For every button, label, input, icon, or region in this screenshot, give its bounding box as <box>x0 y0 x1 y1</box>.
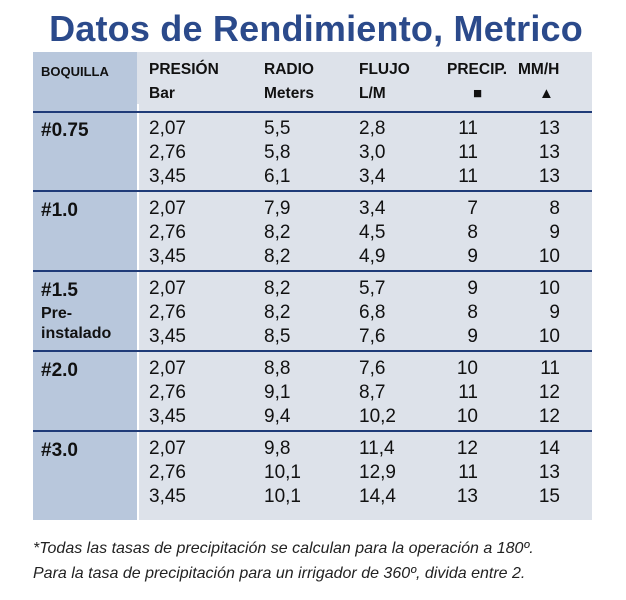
footnote-line-2: Para la tasa de precipitación para un irrigador de 360º, divida entre 2. <box>33 565 526 582</box>
cell-presion: 2,07 <box>149 118 186 139</box>
cell-flujo: 8,7 <box>359 382 386 403</box>
cell-precip-triangle: 11 <box>540 358 560 379</box>
nozzle-sublabel: Pre- instalado <box>41 305 112 342</box>
cell-radio: 8,5 <box>264 326 291 347</box>
cell-presion: 2,07 <box>149 438 186 459</box>
cell-flujo: 4,9 <box>359 246 386 267</box>
cell-presion: 2,07 <box>149 198 186 219</box>
header-radio: RADIO <box>264 61 314 78</box>
cell-precip-square: 7 <box>467 198 478 219</box>
cell-presion: 2,76 <box>149 462 186 483</box>
cell-radio: 9,8 <box>264 438 291 459</box>
header-radio-unit: Meters <box>264 85 314 102</box>
row-divider <box>33 190 592 192</box>
cell-flujo: 11,4 <box>359 438 395 459</box>
cell-presion: 2,76 <box>149 302 186 323</box>
cell-precip-triangle: 14 <box>538 438 560 459</box>
cell-presion: 2,07 <box>149 358 186 379</box>
cell-precip-triangle: 13 <box>538 462 560 483</box>
cell-presion: 2,76 <box>149 222 186 243</box>
cell-presion: 3,45 <box>149 326 186 347</box>
cell-radio: 5,8 <box>264 142 291 163</box>
cell-precip-triangle: 10 <box>538 278 560 299</box>
row-divider <box>33 270 592 272</box>
triangle-icon: ▲ <box>539 85 554 102</box>
cell-radio: 8,2 <box>264 222 291 243</box>
header-presion-unit: Bar <box>149 85 175 102</box>
cell-precip-square: 12 <box>456 438 478 459</box>
cell-precip-square: 8 <box>467 222 478 243</box>
nozzle-label: #1.5 <box>41 280 78 301</box>
cell-flujo: 4,5 <box>359 222 386 243</box>
cell-radio: 9,4 <box>264 406 291 427</box>
cell-flujo: 3,0 <box>359 142 386 163</box>
cell-precip-square: 9 <box>467 326 478 347</box>
header-flujo: FLUJO <box>359 61 410 78</box>
performance-table <box>33 52 592 520</box>
cell-precip-square: 8 <box>467 302 478 323</box>
footnote-line-1: *Todas las tasas de precipitación se calculan para la operación a 180º. <box>33 540 534 557</box>
row-divider <box>33 430 592 432</box>
cell-precip-triangle: 15 <box>538 486 560 507</box>
cell-radio: 6,1 <box>264 166 291 187</box>
cell-radio: 8,2 <box>264 246 291 267</box>
header-mmh: MM/H <box>518 61 560 78</box>
header-precip: PRECIP. <box>447 61 508 78</box>
nozzle-label: #3.0 <box>41 440 78 461</box>
cell-precip-triangle: 9 <box>549 302 560 323</box>
cell-presion: 2,76 <box>149 382 186 403</box>
square-icon: ■ <box>473 85 483 102</box>
cell-flujo: 10,2 <box>359 406 396 427</box>
cell-precip-square: 10 <box>456 358 478 379</box>
cell-flujo: 5,7 <box>359 278 386 299</box>
cell-radio: 8,8 <box>264 358 291 379</box>
cell-flujo: 6,8 <box>359 302 386 323</box>
cell-flujo: 7,6 <box>359 358 386 379</box>
cell-presion: 3,45 <box>149 246 186 267</box>
header-flujo-unit: L/M <box>359 85 386 102</box>
nozzle-label: #0.75 <box>41 120 89 141</box>
cell-precip-triangle: 9 <box>549 222 560 243</box>
cell-precip-triangle: 8 <box>549 198 560 219</box>
cell-precip-triangle: 10 <box>538 246 560 267</box>
cell-radio: 8,2 <box>264 302 291 323</box>
cell-precip-triangle: 12 <box>538 406 560 427</box>
nozzle-label: #1.0 <box>41 200 78 221</box>
row-divider <box>33 350 592 352</box>
cell-precip-square: 11 <box>458 142 478 163</box>
cell-flujo: 2,8 <box>359 118 386 139</box>
cell-precip-square: 11 <box>458 462 478 483</box>
column-separator <box>137 104 139 520</box>
cell-precip-square: 9 <box>467 246 478 267</box>
cell-radio: 10,1 <box>264 462 301 483</box>
nozzle-label: #2.0 <box>41 360 78 381</box>
cell-precip-triangle: 13 <box>538 142 560 163</box>
header-presion: PRESIÓN <box>149 61 219 78</box>
cell-flujo: 7,6 <box>359 326 386 347</box>
cell-precip-triangle: 13 <box>538 118 560 139</box>
cell-precip-square: 11 <box>458 166 478 187</box>
cell-radio: 9,1 <box>264 382 291 403</box>
cell-flujo: 12,9 <box>359 462 396 483</box>
cell-precip-triangle: 12 <box>538 382 560 403</box>
cell-presion: 2,07 <box>149 278 186 299</box>
cell-flujo: 14,4 <box>359 486 396 507</box>
cell-flujo: 3,4 <box>359 198 386 219</box>
cell-presion: 3,45 <box>149 166 186 187</box>
row-divider <box>33 111 592 113</box>
cell-precip-square: 11 <box>458 118 478 139</box>
page-title: Datos de Rendimiento, Metrico <box>49 8 583 49</box>
cell-precip-square: 13 <box>456 486 478 507</box>
cell-precip-square: 10 <box>456 406 478 427</box>
cell-precip-triangle: 13 <box>538 166 560 187</box>
cell-radio: 7,9 <box>264 198 291 219</box>
cell-radio: 5,5 <box>264 118 291 139</box>
cell-presion: 2,76 <box>149 142 186 163</box>
cell-precip-square: 11 <box>458 382 478 403</box>
cell-radio: 10,1 <box>264 486 301 507</box>
header-boquilla: BOQUILLA <box>41 64 109 79</box>
cell-precip-square: 9 <box>467 278 478 299</box>
cell-presion: 3,45 <box>149 486 186 507</box>
cell-presion: 3,45 <box>149 406 186 427</box>
cell-radio: 8,2 <box>264 278 291 299</box>
cell-flujo: 3,4 <box>359 166 386 187</box>
cell-precip-triangle: 10 <box>538 326 560 347</box>
